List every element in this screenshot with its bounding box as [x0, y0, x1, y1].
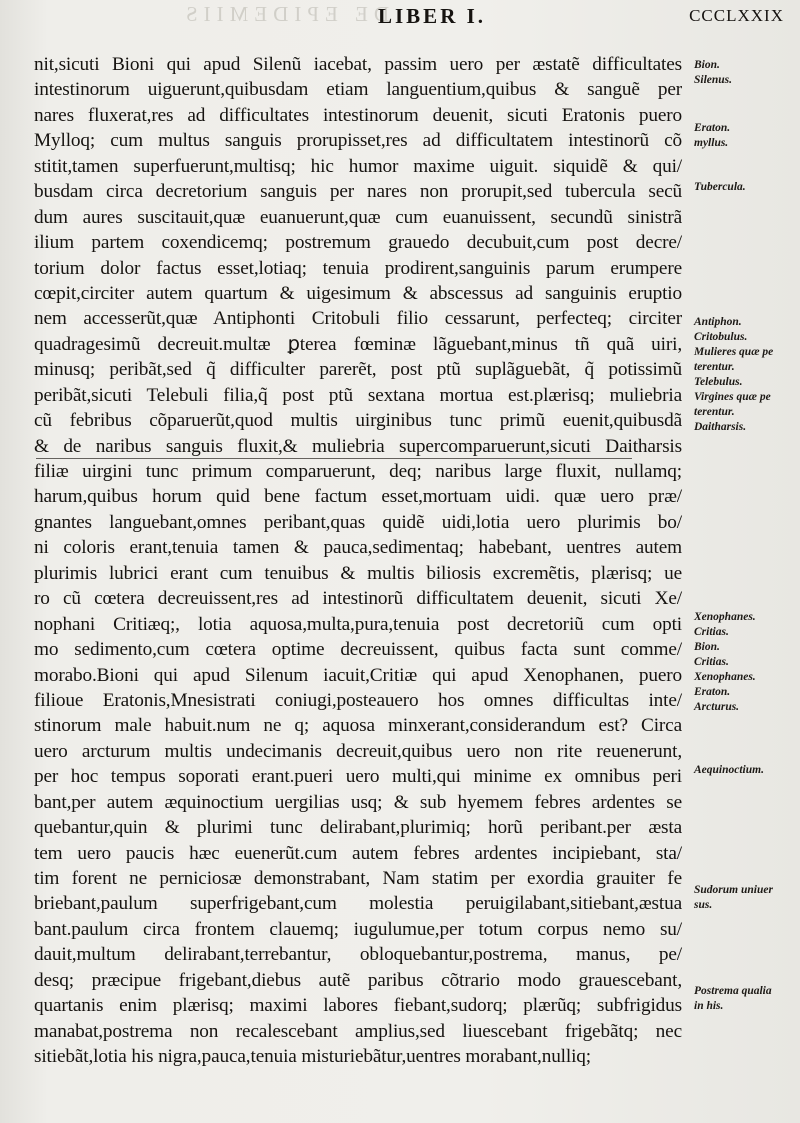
margin-note-line: Mulieres quæ pe — [694, 346, 774, 358]
margin-note-line: Bion. — [694, 641, 720, 653]
text-line: filioue Eratonis,Mnesistrati coniugi,posteauero hos omnes difficultas inte/ — [34, 689, 682, 711]
margin-note-sudorum — [694, 883, 798, 913]
margin-note-line: Postrema qualia — [694, 985, 772, 997]
text-line: dauit,multum delirabant,terrebantur, obloquebantur,postrema, manus, pe/ — [34, 944, 682, 966]
margin-note-postrema — [694, 984, 798, 1014]
margin-note-line: Silenus. — [694, 74, 733, 86]
text-line: nem accesserũt,quæ Antiphonti Critobuli filio cessarunt, perfecteq; circiter — [34, 308, 682, 330]
text-line: manabat,postrema non recalescebant amplius,sed liuescebant frigebãtq; nec — [34, 1020, 682, 1042]
margin-note-line: in his. — [694, 1000, 724, 1012]
text-line: plurimis lubrici erant cum tenuibus & multis biliosis excremẽtis, plærisq; ue — [34, 562, 682, 584]
margin-note-line: Antiphon. — [694, 316, 742, 328]
margin-note-line: Critobulus. — [694, 331, 748, 343]
margin-note-line: Eraton. — [694, 686, 731, 698]
margin-note-line: sus. — [694, 899, 713, 911]
running-title: LIBER I. — [378, 4, 487, 28]
text-line: quartanis enim plærisq; maximi labores fiebant,sudorq; plærũq; subfrigidus — [34, 995, 682, 1017]
margin-note-line: Critias. — [694, 626, 729, 638]
margin-note-line: myllus. — [694, 137, 729, 149]
text-line: quadragesimũ decreuit.multæ ꝑterea fœminæ lãguebant,minus tñ quã uiri, — [34, 333, 682, 355]
text-line: harum,quibus horum quid bene factum esset,mortuam uidi. quæ uero præ/ — [34, 486, 682, 508]
text-line: cũ febribus cõparuerũt,quod multis uirginibus tunc primũ euenit,quibusdã — [34, 410, 682, 432]
margin-note-antiphon — [694, 315, 798, 435]
text-line: & de naribus sanguis fluxit,& muliebria supercomparuerunt,sicuti Daitharsis — [34, 435, 682, 457]
margin-note-line: Daitharsis. — [694, 421, 747, 433]
text-line: mo sedimento,cum cœtera optime decreuissent, quibus facta sunt comme/ — [34, 639, 682, 661]
margin-note-line: Tubercula. — [694, 181, 746, 193]
margin-note-line: Arcturus. — [694, 701, 740, 713]
text-line: nares fluxerat,res ad difficultates intestinorum deuenit, sicuti Eratonis puero — [34, 104, 682, 126]
text-line: sitiebãt,lotia his nigra,pauca,tenuia misturiebãtur,uentres morabant,nulliq; — [34, 1046, 592, 1068]
margin-note-line: Telebulus. — [694, 376, 743, 388]
text-line: uero arcturum multis undecimanis decreuit,quibus uero non rite reuenerunt, — [34, 740, 682, 762]
show-through-title: DE EPIDEMIIS — [180, 2, 390, 26]
margin-note-xenophanes — [694, 610, 798, 715]
margin-note-line: Critias. — [694, 656, 729, 668]
text-line: Mylloq; cum multus sanguis prorupisset,res ad difficultatem intestinorũ cõ — [34, 130, 682, 152]
folio-number: CCCLXXIX — [689, 6, 784, 25]
text-line: bant,per autem æquinoctium uergilias usq; & sub hyemem febres ardentes se — [34, 791, 682, 813]
margin-note-line: Eraton. — [694, 122, 731, 134]
text-line: dum aures suscitauit,quæ euanuerunt,quæ cum euanuissent, secundũ sinistrã — [34, 206, 682, 228]
text-line: desq; præcipue frigebant,diebus autẽ paribus cõtrario modo grauescebant, — [34, 969, 682, 991]
text-line: bant.paulum circa frontem clauemq; iugulumue,per totum corpus nemo su/ — [34, 918, 682, 940]
margin-note-line: Virgines quæ pe — [694, 391, 771, 403]
text-line: ni coloris erant,tenuia tamen & pauca,sedimentaq; habebant, uentres autem — [34, 537, 682, 559]
text-line: stinorum male habuit.num ne q; aquosa minxerant,considerandum est? Circa — [34, 715, 682, 737]
margin-note-aequinoctium — [694, 763, 798, 778]
text-line: stitit,tamen superfuerunt,multisq; hic humor maxime uiguit. siquidẽ & qui/ — [34, 155, 682, 177]
margin-note-line: Xenophanes. — [694, 671, 756, 683]
text-line: quebantur,quin & plurimi tunc delirabant,plurimiq; horũ peribant.per æsta — [34, 817, 682, 839]
text-line: cœpit,circiter autem quartum & uigesimum & abscessus ad sanguinis eruptio — [34, 282, 682, 304]
margin-note-tubercula — [694, 180, 798, 195]
text-line: nit,sicuti Bioni qui apud Silenũ iacebat, passim uero per æstatẽ difficultates — [34, 54, 682, 75]
margin-note-line: Aequinoctium. — [694, 764, 764, 776]
text-line: intestinorum uiguerunt,quibusdam etiam languentium,quibus & sanguẽ per — [34, 79, 682, 101]
margin-note-line: terentur. — [694, 361, 735, 373]
margin-note-line: Bion. — [694, 59, 720, 71]
margin-note-eraton — [694, 121, 798, 151]
text-line: filiæ uirgini tunc primum comparuerunt, deq; naribus large fluxit, nullamq; — [34, 461, 682, 482]
text-line: briebant,paulum superfrigebant,cum molestia peruigilabant,sitiebant,æstua — [34, 893, 682, 915]
body-text-column — [34, 52, 682, 1070]
text-line: torium dolor factus esset,lotiaq; tenuia prodirent,sanguinis parum erumpere — [34, 257, 682, 279]
text-line: ro cũ cœtera decreuissent,res ad intestinorũ difficultatem deuenit, sicuti Xe/ — [34, 588, 682, 610]
text-line: ilium partem coxendicemq; postremum grauedo decubuit,cum post decre/ — [34, 232, 682, 254]
text-line: peribãt,sicuti Telebuli filia,q̃ post ptũ sextana mortua est.plærisq; muliebria — [34, 384, 682, 406]
text-line: morabo.Bioni qui apud Silenum iacuit,Critiæ qui apud Xenophanen, puero — [34, 664, 682, 686]
text-line: minusq; peribãt,sed q̃ difficulter parerẽt, post ptũ suplãguebãt, q̃ potissimũ — [34, 359, 682, 381]
text-line: nophani Critiæq;, lotia aquosa,multa,pura,tenuia post decretoriũ cum opti — [34, 613, 682, 635]
margin-note-line: Xenophanes. — [694, 611, 756, 623]
margin-note-bion — [694, 58, 798, 88]
text-line: tim forent ne perniciosæ demonstrabant, Nam statim per exordia grauiter fe — [34, 868, 682, 889]
handwritten-underline — [36, 458, 632, 459]
text-line: per hoc tempus soporati erant.pueri uero multi,qui minime ex omnibus peri — [34, 766, 682, 788]
margin-note-line: Sudorum uniuer — [694, 884, 773, 896]
text-line: gnantes languebant,omnes peribant,quas quidẽ uidi,lotia uero plurimis bo/ — [34, 511, 682, 533]
margin-note-line: terentur. — [694, 406, 735, 418]
text-line: tem uero paucis hæc euenerũt.cum autem febres ardentes incipiebant, sta/ — [34, 842, 682, 864]
text-line: busdam circa decretorium sanguis per nares non prorupit,sed tubercula secũ — [34, 181, 682, 203]
